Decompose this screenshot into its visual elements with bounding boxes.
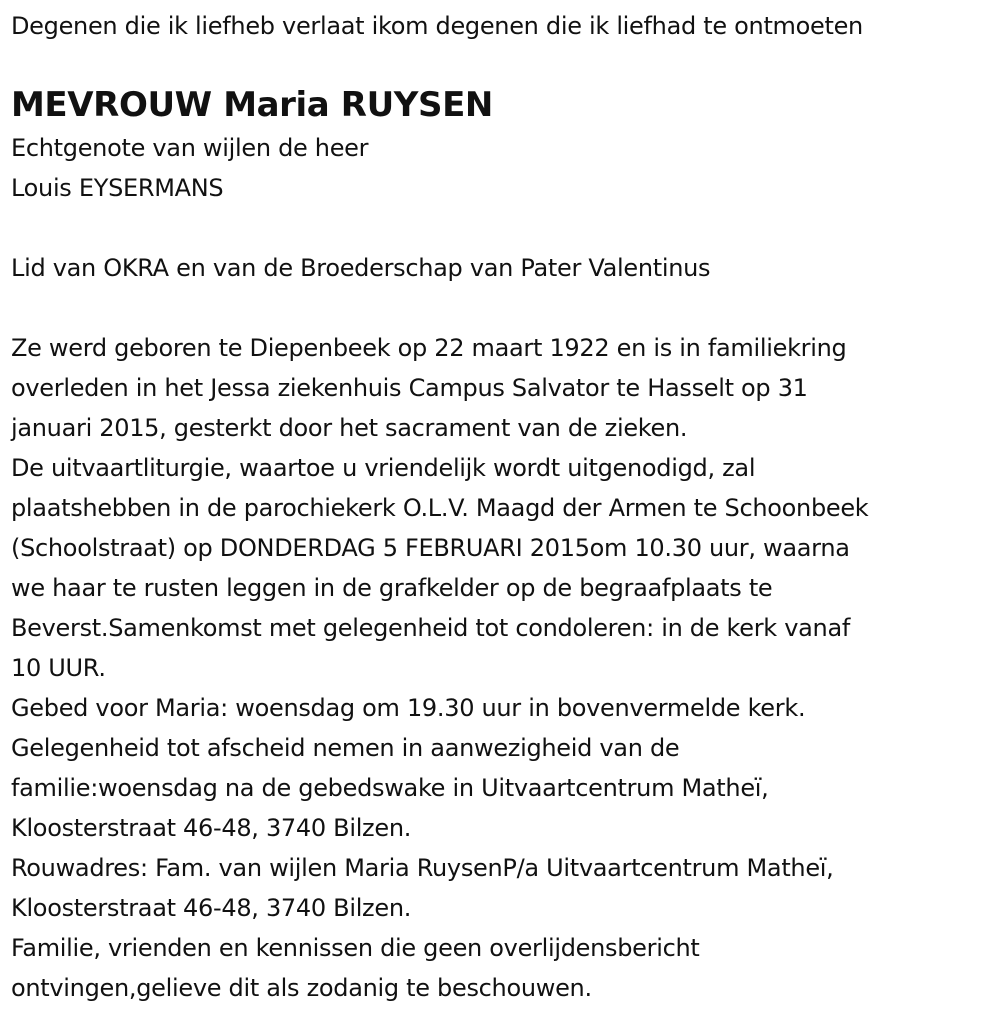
spacer <box>11 288 996 328</box>
spouse-line-2: Louis EYSERMANS <box>11 174 224 202</box>
motto-line: Degenen die ik liefheb verlaat ikom degenen die ik liefhad te ontmoeten <box>11 12 863 40</box>
body-line: Gelegenheid tot afscheid nemen in aanwezigheid van de <box>11 734 680 762</box>
body-line: Rouwadres: Fam. van wijlen Maria RuysenP/a Uitvaartcentrum Matheï, <box>11 854 834 882</box>
body-line: 10 UUR. <box>11 654 106 682</box>
body-line: Kloosterstraat 46-48, 3740 Bilzen. <box>11 894 412 922</box>
notice-body <box>11 328 996 1008</box>
body-line: Familie, vrienden en kennissen die geen overlijdensbericht <box>11 934 700 962</box>
body-line: (Schoolstraat) op DONDERDAG 5 FEBRUARI 2015om 10.30 uur, waarna <box>11 534 850 562</box>
spacer <box>11 208 996 248</box>
body-line: januari 2015, gesterkt door het sacrament van de zieken. <box>11 414 688 442</box>
body-line: Ze werd geboren te Diepenbeek op 22 maart 1922 en is in familiekring <box>11 334 847 362</box>
body-line: overleden in het Jessa ziekenhuis Campus Salvator te Hasselt op 31 <box>11 374 808 402</box>
body-line: Beverst.Samenkomst met gelegenheid tot condoleren: in de kerk vanaf <box>11 614 851 642</box>
membership-line: Lid van OKRA en van de Broederschap van Pater Valentinus <box>11 254 711 282</box>
body-line: Kloosterstraat 46-48, 3740 Bilzen. <box>11 814 412 842</box>
death-notice <box>11 6 996 1008</box>
body-line: familie:woensdag na de gebedswake in Uitvaartcentrum Matheï, <box>11 774 769 802</box>
body-line: we haar te rusten leggen in de grafkelder op de begraafplaats te <box>11 574 773 602</box>
body-line: ontvingen,gelieve dit als zodanig te beschouwen. <box>11 974 592 1002</box>
spouse-line-1: Echtgenote van wijlen de heer <box>11 134 369 162</box>
body-line: De uitvaartliturgie, waartoe u vriendelijk wordt uitgenodigd, zal <box>11 454 756 482</box>
deceased-name: MEVROUW Maria RUYSEN <box>11 85 493 125</box>
body-line: plaatshebben in de parochiekerk O.L.V. Maagd der Armen te Schoonbeek <box>11 494 869 522</box>
body-line: Gebed voor Maria: woensdag om 19.30 uur in bovenvermelde kerk. <box>11 694 806 722</box>
